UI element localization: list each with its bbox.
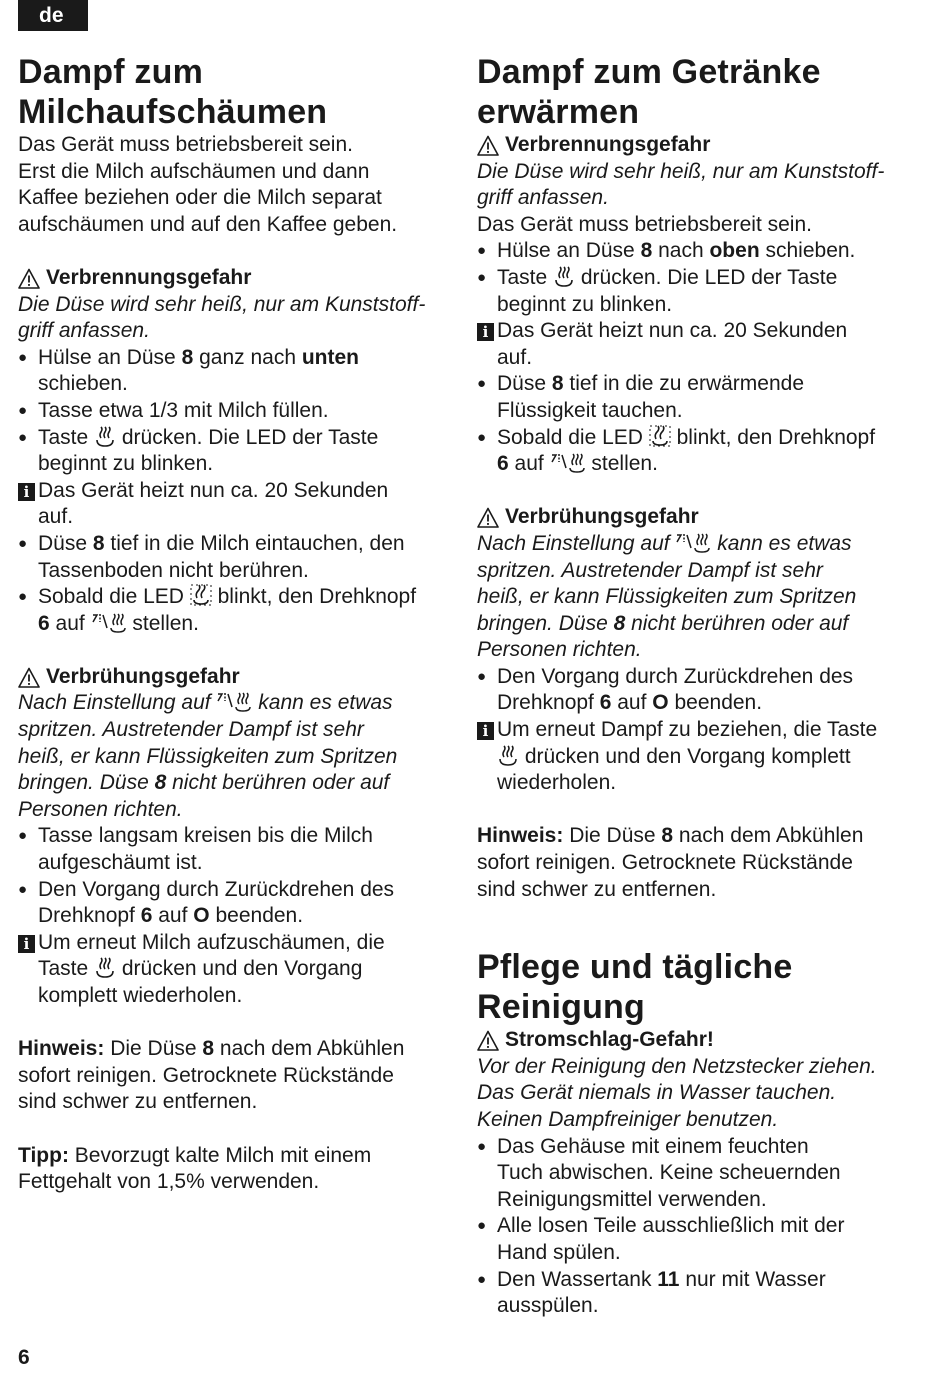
info-icon: i — [18, 483, 35, 501]
note-paragraph: sind schwer zu entfernen. — [18, 1090, 258, 1114]
list-item: ● Taste drücken. Die LED der Taste beginnt zu blinken. — [477, 265, 838, 316]
warning-text: heiß, er kann Flüssigkeiten zum Spritzen — [18, 744, 398, 768]
warning-text: spritzen. Austretender Dampf ist sehr — [18, 718, 364, 742]
bullet-icon: ● — [18, 401, 28, 419]
warning-text: griff anfassen. — [18, 319, 150, 343]
list-item: ● Tasse langsam kreisen bis die Milch aufgeschäumt ist. — [18, 824, 373, 875]
list-item: ● Taste drücken. Die LED der Taste beginnt zu blinken. — [18, 425, 379, 476]
warning-text: spritzen. Austretender Dampf ist sehr — [477, 558, 823, 582]
list-item: ● Sobald die LED blinkt, den Drehknopf 6 auf stellen. — [477, 425, 876, 476]
page-number: 6 — [18, 1346, 30, 1369]
left-column — [18, 52, 458, 1196]
list-item: ● Tasse etwa 1/3 mit Milch füllen. — [18, 398, 458, 425]
warning-triangle-icon — [477, 135, 499, 156]
list-item: ● Den Vorgang durch Zurückdrehen des Drehknopf 6 auf O beenden. — [18, 877, 395, 928]
warning-text: Personen richten. — [477, 638, 642, 662]
bullet-icon: ● — [18, 348, 28, 366]
bullet-icon: ● — [18, 534, 28, 552]
info-item: i Um erneut Dampf zu beziehen, die Taste drücken und den Vorgang komplett wiederholen. — [477, 717, 917, 797]
burn-warning-title: Verbrennungsgefahr — [18, 265, 458, 292]
steam-button-icon — [553, 266, 575, 287]
warning-text: Das Gerät niemals in Wasser tauchen. — [477, 1081, 837, 1105]
warning-triangle-icon — [18, 667, 40, 688]
section-heading-heat-drinks: Dampf zum Getränke erwärmen — [477, 53, 821, 131]
list-item: ● Das Gehäuse mit einem feuchten Tuch abwischen. Keine scheuernden Reinigungsmittel verwenden. — [477, 1134, 841, 1211]
bullet-icon: ● — [477, 375, 487, 393]
warning-text: bringen. Düse 8 nicht berühren oder auf — [477, 611, 849, 635]
warning-text: Keinen Dampfreiniger benutzen. — [477, 1108, 779, 1131]
intro-line: aufschäumen und auf den Kaffee geben. — [18, 212, 398, 236]
info-item: i Das Gerät heizt nun ca. 20 Sekunden auf. — [18, 478, 458, 531]
list-item: ● Hülse an Düse 8 nach oben schieben. — [477, 238, 917, 265]
warning-text: heiß, er kann Flüssigkeiten zum Spritzen — [477, 585, 857, 609]
warning-text: Die Düse wird sehr heiß, nur am Kunststoff- — [477, 159, 885, 183]
bullet-icon: ● — [18, 588, 28, 606]
list-item: ● Düse 8 tief in die Milch eintauchen, den Tassenboden nicht berühren. — [18, 531, 405, 582]
note-paragraph: sofort reinigen. Getrocknete Rückstände — [18, 1063, 394, 1087]
bullet-icon: ● — [477, 1217, 487, 1235]
intro-line: Das Gerät muss betriebsbereit sein. — [477, 212, 812, 236]
section-heading-care-cleaning: Pflege und tägliche Reinigung — [477, 948, 793, 1027]
note-paragraph: sofort reinigen. Getrocknete Rückstände — [477, 851, 853, 875]
led-blink-icon — [649, 425, 671, 447]
tip-paragraph: Fettgehalt von 1,5% verwenden. — [18, 1170, 320, 1194]
info-icon: i — [477, 323, 494, 341]
info-icon: i — [18, 935, 35, 953]
bullet-icon: ● — [477, 667, 487, 685]
right-column — [477, 52, 917, 1320]
warning-triangle-icon — [18, 268, 40, 289]
note-paragraph: sind schwer zu entfernen. — [477, 877, 717, 901]
warning-text: Nach Einstellung auf kann es etwas — [477, 531, 852, 555]
language-tab: de — [18, 0, 88, 31]
warning-text: griff anfassen. — [477, 186, 609, 210]
intro-line: Kaffee beziehen oder die Milch separat — [18, 186, 382, 210]
intro-line: Das Gerät muss betriebsbereit sein. — [18, 133, 353, 156]
bullet-icon: ● — [477, 242, 487, 260]
note-paragraph: Hinweis: Die Düse 8 nach dem Abkühlen — [477, 824, 864, 848]
info-item: i Um erneut Milch aufzuschäumen, die Taste drücken und den Vorgang komplett wiederholen. — [18, 930, 458, 1010]
steam-knob-position-icon — [91, 612, 127, 633]
steam-knob-position-icon — [216, 691, 252, 712]
burn-warning-title: Verbrennungsgefahr — [477, 132, 917, 159]
intro-line: Erst die Milch aufschäumen und dann — [18, 159, 370, 183]
steam-button-icon — [94, 957, 116, 978]
led-blink-icon — [190, 584, 212, 606]
electric-shock-warning-title: Stromschlag-Gefahr! — [477, 1027, 917, 1054]
bullet-icon: ● — [477, 428, 487, 446]
bullet-icon: ● — [477, 1270, 487, 1288]
warning-text: Personen richten. — [18, 797, 183, 821]
tip-paragraph: Tipp: Bevorzugt kalte Milch mit einem — [18, 1143, 372, 1167]
warning-triangle-icon — [477, 1030, 499, 1051]
list-item: ● Alle losen Teile ausschließlich mit der Hand spülen. — [477, 1214, 845, 1264]
warning-triangle-icon — [477, 507, 499, 528]
bullet-icon: ● — [18, 428, 28, 446]
steam-knob-position-icon — [550, 452, 586, 473]
list-item: ● Sobald die LED blinkt, den Drehknopf 6 auf stellen. — [18, 585, 417, 635]
info-icon: i — [477, 722, 494, 740]
warning-text: Nach Einstellung auf kann es etwas — [18, 691, 393, 715]
section-heading-milk-foam: Dampf zum Milchaufschäumen — [18, 53, 328, 131]
info-item: i Das Gerät heizt nun ca. 20 Sekunden auf. — [477, 318, 917, 371]
note-paragraph: Hinweis: Die Düse 8 nach dem Abkühlen — [18, 1037, 405, 1061]
steam-button-icon — [497, 745, 519, 766]
list-item: ● Düse 8 tief in die zu erwärmende Flüssigkeit tauchen. — [477, 372, 805, 422]
list-item: ● Den Vorgang durch Zurückdrehen des Drehknopf 6 auf O beenden. — [477, 664, 854, 715]
warning-text: bringen. Düse 8 nicht berühren oder auf — [18, 771, 390, 795]
warning-text: Die Düse wird sehr heiß, nur am Kunststoff- — [18, 292, 426, 316]
bullet-icon: ● — [477, 1137, 487, 1155]
list-item: ● Hülse an Düse 8 ganz nach unten schieben. — [18, 345, 360, 396]
bullet-icon: ● — [477, 268, 487, 286]
scald-warning-title: Verbrühungsgefahr — [18, 664, 458, 691]
bullet-icon: ● — [18, 880, 28, 898]
warning-text: Vor der Reinigung den Netzstecker ziehen. — [477, 1054, 877, 1078]
list-item: ● Den Wassertank 11 nur mit Wasser ausspülen. — [477, 1267, 826, 1318]
steam-button-icon — [94, 426, 116, 447]
bullet-icon: ● — [18, 827, 28, 845]
steam-knob-position-icon — [675, 532, 711, 553]
scald-warning-title: Verbrühungsgefahr — [477, 504, 917, 531]
